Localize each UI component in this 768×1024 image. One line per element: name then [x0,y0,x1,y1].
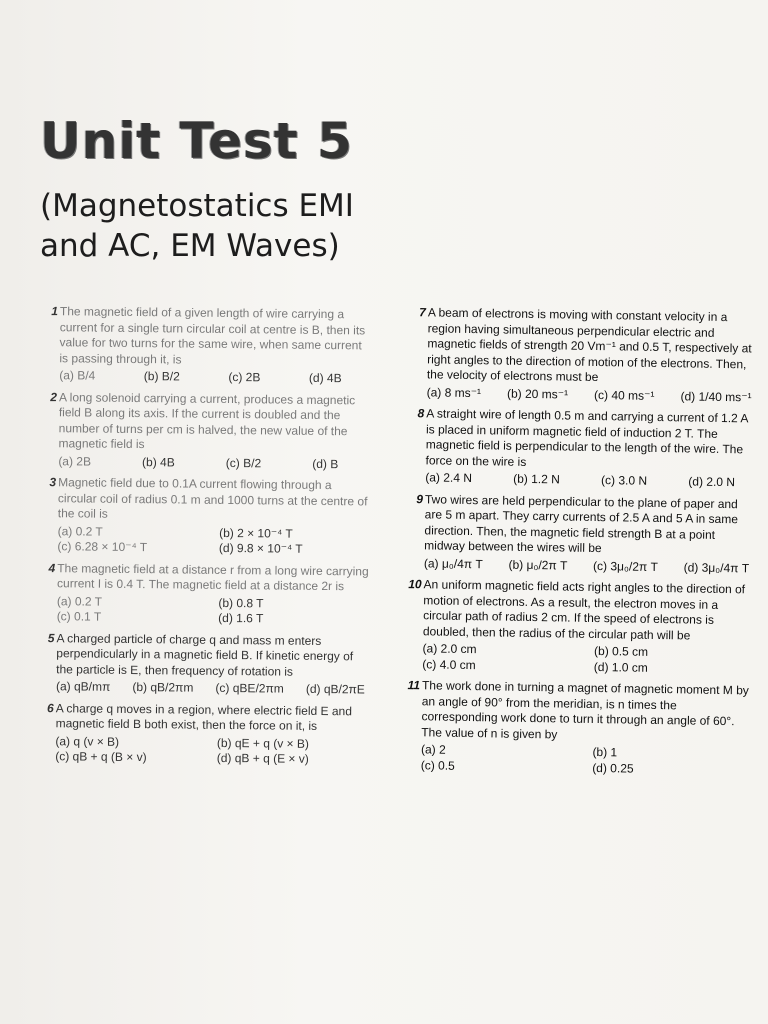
option-c: (c) 0.5 [420,757,455,773]
option-b: (b) 2 × 10⁻⁴ T [219,525,293,541]
option-c: (c) 6.28 × 10⁻⁴ T [57,539,148,555]
question-text: A charged particle of charge q and mass m enters perpendicularly in a magnetic field B. If kinetic energy of the particle is E, then frequency of rotation is [56,630,354,679]
option-b: (b) 0.5 cm [593,643,649,659]
option-a: (a) 2 [420,742,446,757]
subtitle-line-1: (Magnetostatics EMI [40,188,354,224]
question-number: 10 [408,577,422,592]
option-c: (c) 0.1 T [56,609,102,624]
question-text: Magnetic field due to 0.1A current flowing through a circular coil of radius 0.1 m and 1000 turns at the centre of the coil is [57,475,368,521]
option-c: (c) 3μ₀/2π T [592,558,659,574]
question-2 [36,389,372,472]
right-column [399,305,761,785]
option-b: (b) μ₀/2π T [508,557,568,573]
question-text: An uniform magnetic field acts right angles to the direction of motion of electrons. As a result, the electron moves in a circular path of radius 2 cm. If the speed of electrons is doubled, then the radius of the circular path will be [422,577,746,643]
options [424,556,757,577]
option-d: (d) B [312,456,339,471]
question-10 [400,577,756,678]
question-4 [35,560,371,628]
option-b: (b) 4B [142,454,175,469]
page-subtitle [40,186,354,266]
option-d: (d) 1/40 ms⁻¹ [680,388,752,404]
question-number: 11 [407,678,421,693]
option-c: (c) B/2 [225,455,262,470]
question-number: 5 [47,630,55,645]
option-a: (a) 2.4 N [425,470,473,486]
subtitle-line-2: and AC, EM Waves) [40,228,340,264]
question-9 [402,491,758,576]
option-d: (d) 3μ₀/4π T [683,559,750,575]
question-text: The magnetic field at a distance r from a long wire carrying current I is 0.4 T. The magnetic field at a distance 2r is [57,560,369,594]
question-number: 6 [47,700,54,715]
question-text: A straight wire of length 0.5 m and carrying a current of 1.2 A is placed in uniform magnetic field of induction 2 T. The magnetic field is perpendicular to the length of the wire. The force on the wire is [425,406,748,469]
question-number: 2 [50,389,58,404]
question-number: 4 [48,560,56,575]
option-d: (d) 1.6 T [218,610,264,626]
options [56,679,369,698]
question-text: The work done in turning a magnet of magnetic moment M by an angle of 90° from the meridian, is n times the corresponding work done to turn it through an angle of 60°. The value of n is given by [421,678,749,741]
question-number: 8 [417,406,425,421]
option-c: (c) 40 ms⁻¹ [593,387,655,403]
option-d: (d) qB/2πE [305,681,365,697]
options [422,641,755,677]
option-b: (b) qB/2πm [132,680,194,695]
option-c: (c) 3.0 N [600,473,648,488]
option-a: (a) 0.2 T [57,523,103,539]
option-d: (d) 9.8 × 10⁻⁴ T [218,540,303,556]
question-11 [399,678,755,779]
option-b: (b) B/2 [143,369,180,384]
options [58,454,371,473]
question-6 [33,700,369,768]
option-d: (d) qB + q (E × v) [216,750,309,766]
option-a: (a) 2B [58,453,92,469]
option-c: (c) 4.0 cm [422,656,476,672]
option-a: (a) 0.2 T [56,593,103,609]
question-1 [37,304,373,387]
question-number: 3 [49,475,57,490]
option-c: (c) qB + q (B × v) [55,749,147,765]
option-a: (a) B/4 [59,368,96,383]
option-a: (a) μ₀/4π T [423,555,483,571]
options [57,524,370,558]
question-text: A beam of electrons is moving with constant velocity in a region having simultaneous perpendicular electric and magnetic fields of strength 20 Vm⁻¹ and 0.5 T, respectively at right angles to the direction of motion of the electrons. Then, the velocity of electrons must be [426,305,752,385]
option-b: (b) 1.2 N [513,471,560,487]
question-number: 9 [416,491,424,506]
option-c: (c) 2B [228,369,261,385]
options [59,368,372,387]
option-d: (d) 1.0 cm [593,659,648,675]
page-title: Unit Test 5 [40,112,353,170]
question-text: A long solenoid carrying a current, produces a magnetic field B along its axis. If the current is doubled and the number of turns per cm is halved, the new value of the magnetic field is [58,389,356,452]
left-column [33,304,373,774]
options [425,470,758,491]
options [421,742,754,778]
options [57,594,370,628]
question-3 [35,475,371,558]
options [427,385,760,406]
option-a: (a) q (v × B) [55,733,120,749]
option-d: (d) 4B [308,370,342,386]
option-a: (a) qB/mπ [55,679,111,694]
option-d: (d) 2.0 N [688,474,736,490]
question-5 [34,630,370,698]
question-text: The magnetic field of a given length of wire carrying a current for a single turn circular coil at centre is B, then its value for two turns for the same wire, when same current is passing through it, is [59,304,366,367]
option-d: (d) 0.25 [592,760,634,776]
question-8 [403,406,759,491]
question-number: 1 [51,304,58,319]
option-b: (b) 0.8 T [218,595,264,610]
option-b: (b) 20 ms⁻¹ [506,386,569,402]
question-text: Two wires are held perpendicular to the plane of paper and are 5 m apart. They carry currents of 2.5 A and 5 A in same direction. Then, the magnetic field strength B at a point midway between the wires will be [424,491,739,556]
options [55,734,368,768]
option-a: (a) 8 ms⁻¹ [426,384,482,400]
question-number: 7 [419,305,426,320]
question-text: A charge q moves in a region, where electric field E and magnetic field B both exist, then the force on it, is [55,700,353,733]
question-7 [405,305,761,406]
option-b: (b) qE + q (v × B) [216,735,310,751]
option-a: (a) 2.0 cm [422,641,477,657]
option-c: (c) qBE/2πm [215,680,284,696]
option-b: (b) 1 [592,744,618,760]
